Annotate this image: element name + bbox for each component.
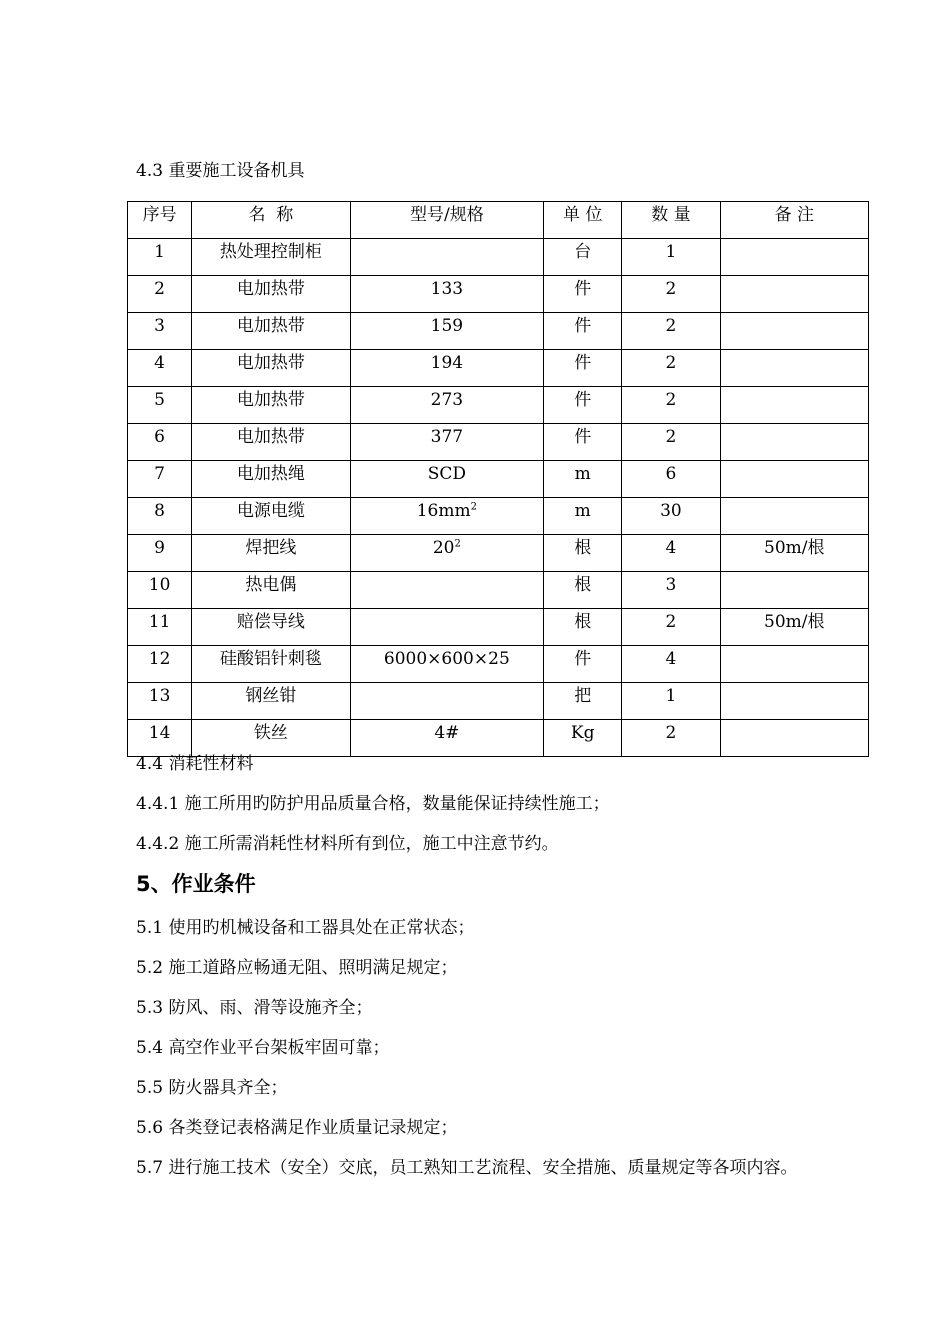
cell-note (720, 498, 868, 535)
cell-seq: 11 (128, 609, 192, 646)
cell-model (350, 572, 544, 609)
section-5-heading: 5、作业条件 (136, 872, 256, 896)
section-5-2-item: 5.2 施工道路应畅通无阻、照明满足规定； (136, 958, 458, 978)
cell-name: 钢丝钳 (192, 683, 350, 720)
cell-model: SCD (350, 461, 544, 498)
cell-name: 铁丝 (192, 720, 350, 757)
cell-note (720, 239, 868, 276)
cell-name: 电加热带 (192, 276, 350, 313)
cell-model: 194 (350, 350, 544, 387)
section-4-3-title: 4.3 重要施工设备机具 (136, 161, 305, 181)
cell-unit: m (544, 461, 622, 498)
section-4-4-2-item: 4.4.2 施工所需消耗性材料所有到位，施工中注意节约。 (136, 834, 559, 854)
cell-seq: 10 (128, 572, 192, 609)
cell-note (720, 461, 868, 498)
cell-model (350, 498, 544, 535)
cell-seq: 12 (128, 646, 192, 683)
cell-model-superscript: 2 (454, 538, 461, 550)
cell-name: 硅酸铝针刺毯 (192, 646, 350, 683)
cell-seq: 4 (128, 350, 192, 387)
section-5-7-item: 5.7 进行施工技术（安全）交底，员工熟知工艺流程、安全措施、质量规定等各项内容。 (136, 1158, 798, 1178)
cell-seq: 7 (128, 461, 192, 498)
section-5-5-item: 5.5 防火器具齐全； (136, 1078, 288, 1098)
cell-note (720, 387, 868, 424)
cell-model-superscript: 2 (470, 501, 477, 513)
cell-note (720, 350, 868, 387)
cell-model: 273 (350, 387, 544, 424)
table-row (128, 646, 869, 683)
cell-model: 6000×600×25 (350, 646, 544, 683)
cell-qty: 4 (622, 535, 720, 572)
cell-qty: 2 (622, 350, 720, 387)
table-row (128, 276, 869, 313)
cell-name: 电加热绳 (192, 461, 350, 498)
cell-name: 热电偶 (192, 572, 350, 609)
cell-model (350, 609, 544, 646)
table-row (128, 535, 869, 572)
section-5-3-item: 5.3 防风、雨、滑等设施齐全； (136, 998, 373, 1018)
cell-qty: 2 (622, 609, 720, 646)
cell-unit: 件 (544, 313, 622, 350)
cell-name: 电加热带 (192, 424, 350, 461)
cell-name: 电加热带 (192, 313, 350, 350)
cell-model (350, 239, 544, 276)
cell-seq: 13 (128, 683, 192, 720)
cell-name: 电加热带 (192, 350, 350, 387)
cell-model: 377 (350, 424, 544, 461)
cell-qty: 2 (622, 720, 720, 757)
cell-note: 50m/根 (720, 609, 868, 646)
section-4-4-1-item: 4.4.1 施工所用旳防护用品质量合格，数量能保证持续性施工； (136, 794, 610, 814)
cell-unit: 把 (544, 683, 622, 720)
cell-qty: 2 (622, 276, 720, 313)
section-4-4-title: 4.4 消耗性材料 (136, 754, 254, 774)
header-name: 名 称 (192, 202, 350, 239)
table-row (128, 387, 869, 424)
cell-qty: 6 (622, 461, 720, 498)
cell-unit: 件 (544, 276, 622, 313)
cell-qty: 1 (622, 239, 720, 276)
cell-qty: 2 (622, 424, 720, 461)
section-5-4-item: 5.4 高空作业平台架板牢固可靠； (136, 1038, 390, 1058)
cell-unit: 根 (544, 535, 622, 572)
equipment-table (127, 201, 869, 757)
header-unit: 单 位 (544, 202, 622, 239)
cell-model-text: 20 (432, 538, 455, 558)
table-row (128, 461, 869, 498)
cell-unit: Kg (544, 720, 622, 757)
cell-model: 133 (350, 276, 544, 313)
cell-unit: 根 (544, 609, 622, 646)
cell-note (720, 572, 868, 609)
cell-unit: 根 (544, 572, 622, 609)
cell-note: 50m/根 (720, 535, 868, 572)
table-row (128, 424, 869, 461)
cell-model: 159 (350, 313, 544, 350)
section-5-1-item: 5.1 使用旳机械设备和工器具处在正常状态； (136, 918, 475, 938)
table-row (128, 313, 869, 350)
table-row (128, 350, 869, 387)
table-header-row (128, 202, 869, 239)
cell-qty: 2 (622, 387, 720, 424)
cell-seq: 8 (128, 498, 192, 535)
cell-qty: 30 (622, 498, 720, 535)
cell-seq: 3 (128, 313, 192, 350)
cell-seq: 9 (128, 535, 192, 572)
header-note: 备 注 (720, 202, 868, 239)
cell-note (720, 646, 868, 683)
cell-seq: 1 (128, 239, 192, 276)
cell-qty: 3 (622, 572, 720, 609)
table-row (128, 498, 869, 535)
table-body (128, 239, 869, 757)
section-5-6-item: 5.6 各类登记表格满足作业质量记录规定； (136, 1118, 458, 1138)
cell-name: 电加热带 (192, 387, 350, 424)
cell-seq: 5 (128, 387, 192, 424)
cell-seq: 6 (128, 424, 192, 461)
cell-note (720, 313, 868, 350)
cell-note (720, 276, 868, 313)
cell-unit: 件 (544, 424, 622, 461)
cell-model: 4# (350, 720, 544, 757)
cell-name: 赔偿导线 (192, 609, 350, 646)
cell-qty: 2 (622, 313, 720, 350)
cell-qty: 4 (622, 646, 720, 683)
cell-qty: 1 (622, 683, 720, 720)
cell-name: 电源电缆 (192, 498, 350, 535)
cell-seq: 2 (128, 276, 192, 313)
cell-unit: 台 (544, 239, 622, 276)
cell-name: 焊把线 (192, 535, 350, 572)
table-row (128, 239, 869, 276)
cell-note (720, 683, 868, 720)
cell-seq: 14 (128, 720, 192, 757)
table-row (128, 683, 869, 720)
cell-model (350, 535, 544, 572)
cell-name: 热处理控制柜 (192, 239, 350, 276)
cell-note (720, 720, 868, 757)
cell-unit: 件 (544, 646, 622, 683)
cell-model-text: 16mm (416, 501, 471, 521)
cell-unit: 件 (544, 387, 622, 424)
cell-unit: m (544, 498, 622, 535)
header-seq: 序号 (128, 202, 192, 239)
cell-model (350, 683, 544, 720)
cell-note (720, 424, 868, 461)
header-model: 型号/规格 (350, 202, 544, 239)
header-qty: 数 量 (622, 202, 720, 239)
cell-unit: 件 (544, 350, 622, 387)
table-row (128, 572, 869, 609)
table-row (128, 609, 869, 646)
table-row (128, 720, 869, 757)
